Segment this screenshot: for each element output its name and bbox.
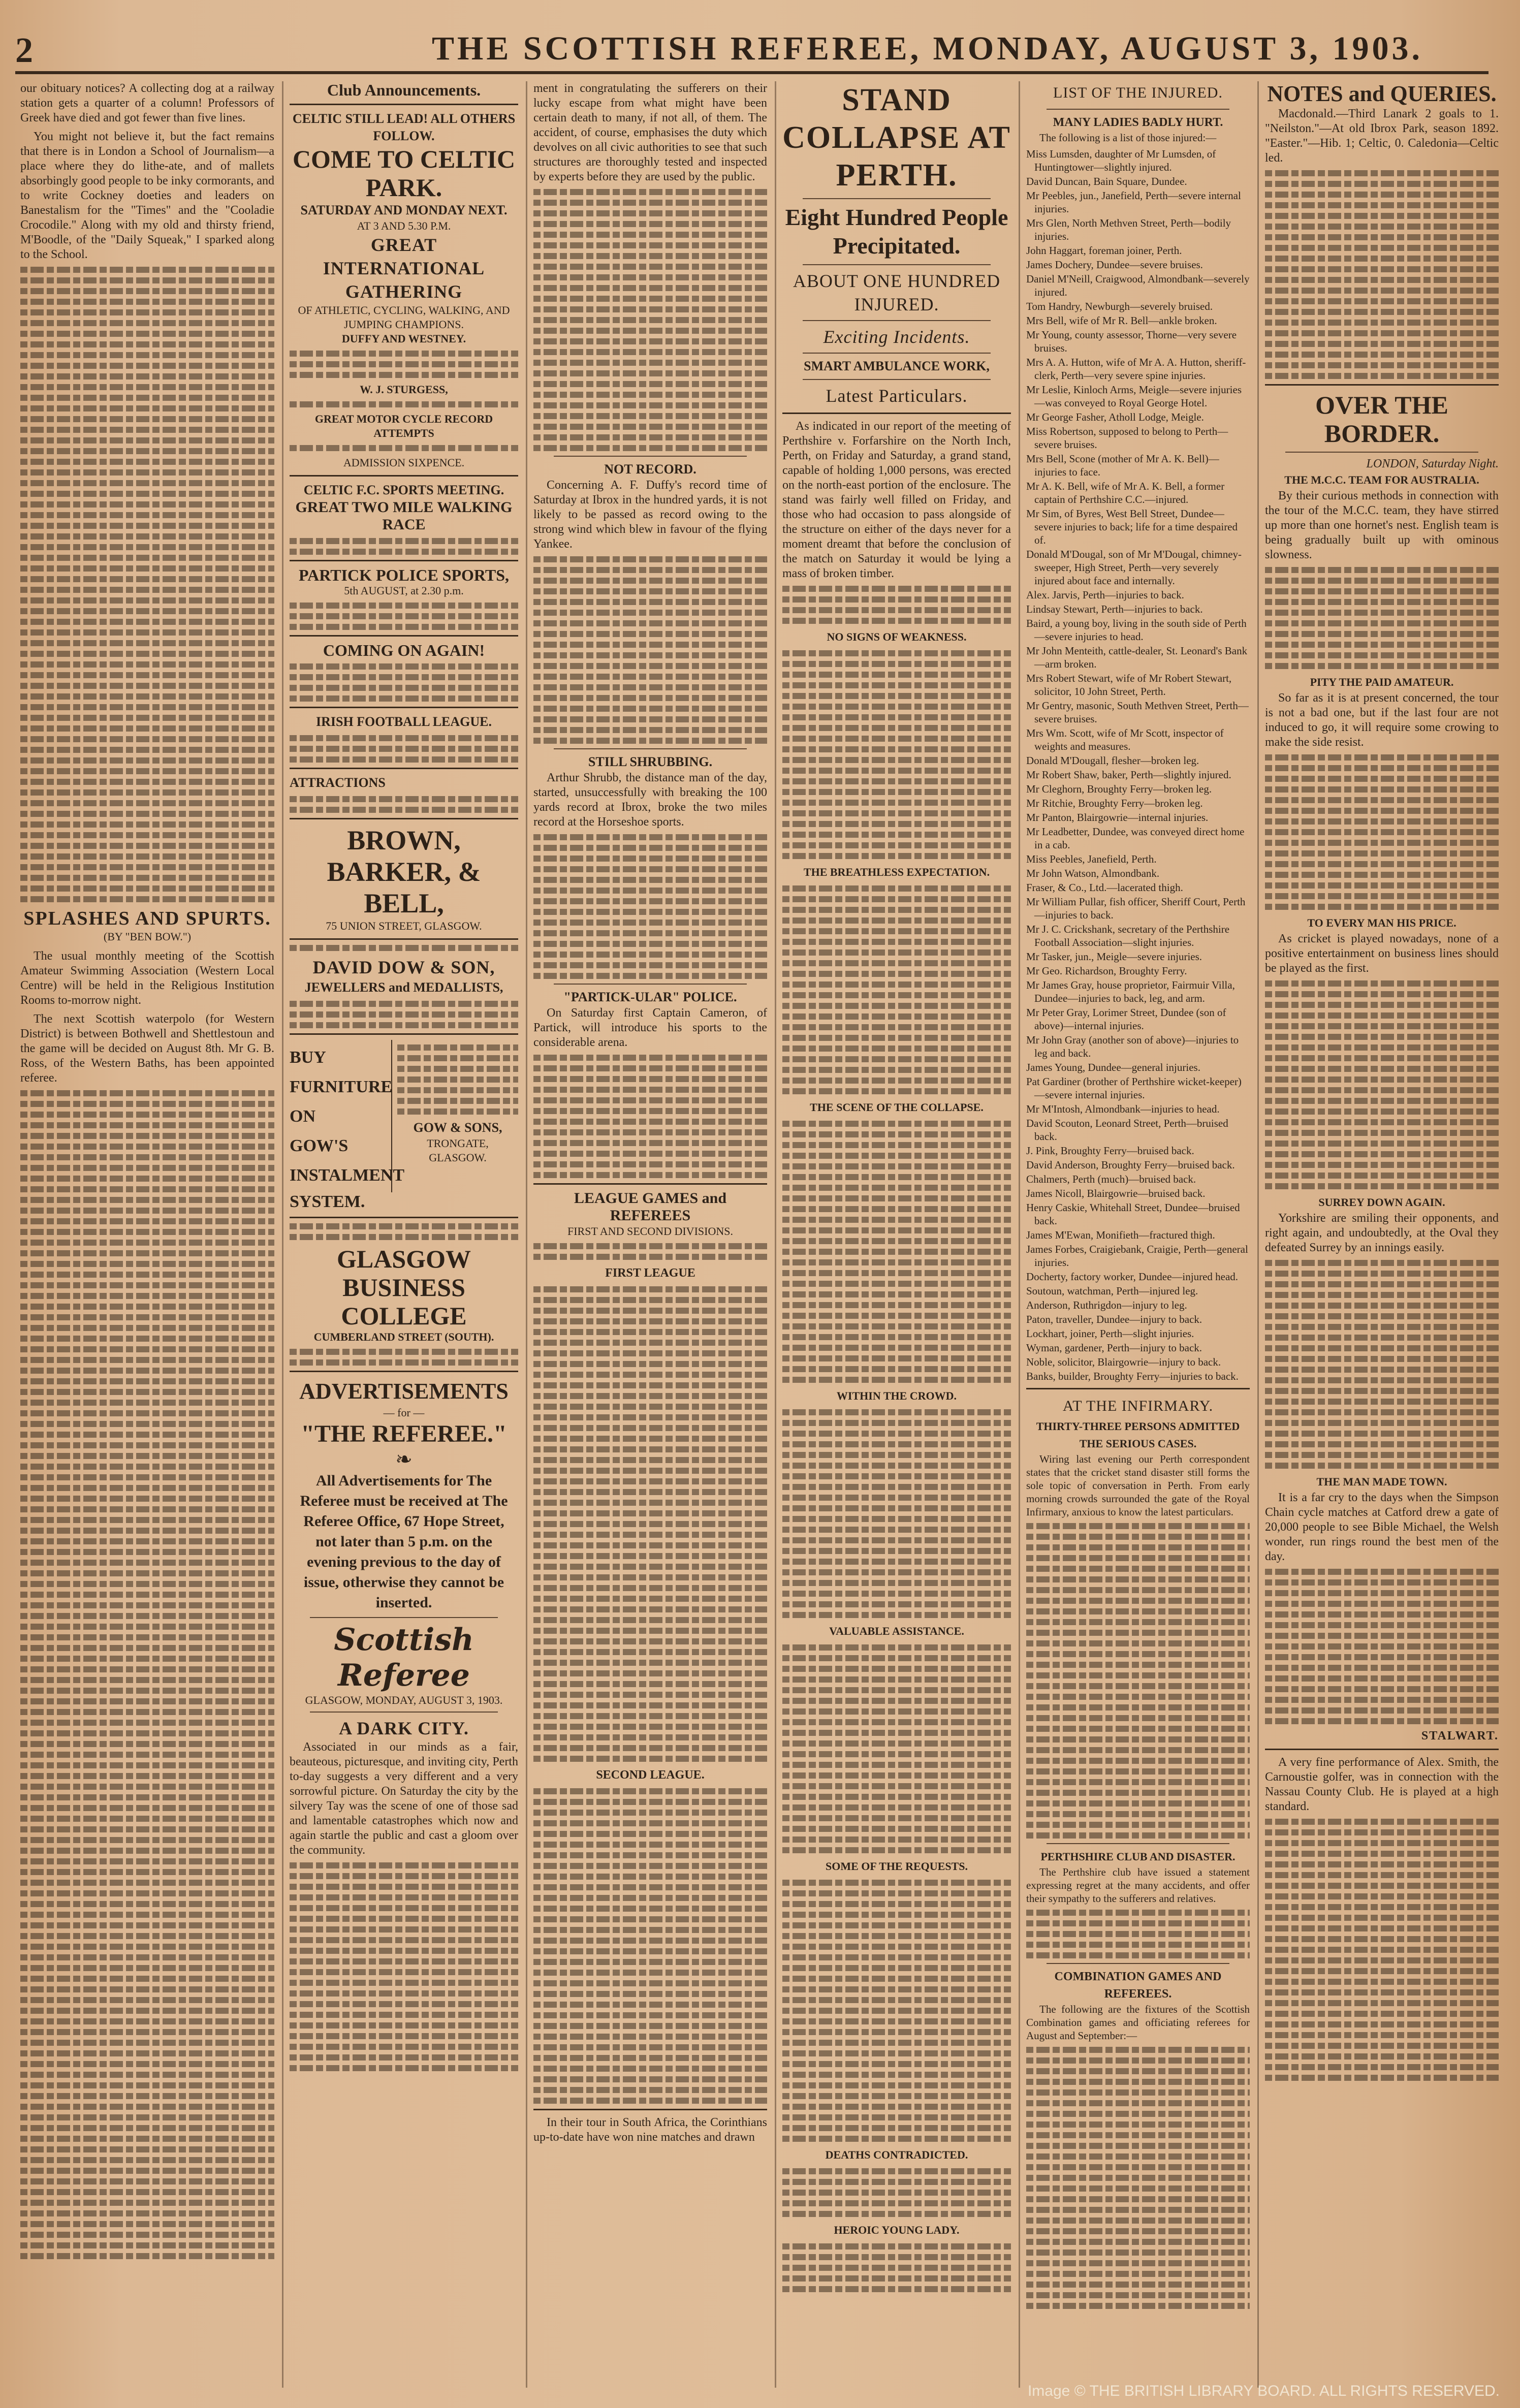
subheading: THE MAN MADE TOWN. [1316, 1475, 1447, 1488]
advertisement-notice: All Advertisements for The Referee must be received at The Referee Office, 67 Hope Street, not later than 5 p.m. on the evening previous to the day of issue, otherwise they cannot be inserted. [300, 1472, 508, 1611]
article-paragraph: Yorkshire are smiling their opponents, and right again, and undoubtedly, at the Oval they defeated Surrey by an innings easily. [1265, 1212, 1499, 1254]
subheading: THE M.C.C. TEAM FOR AUSTRALIA. [1284, 473, 1479, 486]
injured-list-item: Mr Cleghorn, Broughty Ferry—broken leg. [1026, 783, 1212, 795]
ad-sat-mon: SATURDAY AND MONDAY NEXT. [300, 203, 508, 217]
injured-list-item: Mr John Gray (another son of above)—injuries to leg and back. [1026, 1034, 1239, 1059]
subheading: SURREY DOWN AGAIN. [1318, 1196, 1445, 1209]
injured-list-item: Mr Tasker, jun., Meigle—severe injuries. [1026, 950, 1202, 963]
ad-gows-left [290, 1040, 405, 1192]
ad-attractions: ATTRACTIONS [290, 775, 386, 790]
rule [290, 475, 518, 477]
column-4 [782, 81, 1011, 2388]
injured-list-item: Mrs Bell, Scone (mother of Mr A. K. Bell)—injuries to face. [1026, 453, 1219, 478]
injured-list-item: Fraser, & Co., Ltd.—lacerated thigh. [1026, 881, 1183, 894]
injured-intro: The following is a list of those injured:— [1039, 132, 1217, 144]
still-shrubbing-heading: STILL SHRUBBING. [588, 754, 713, 769]
subheading: HEROIC YOUNG LADY. [834, 2224, 960, 2236]
ad-walking-race: GREAT TWO MILE WALKING RACE [295, 499, 513, 533]
rule [290, 104, 518, 105]
ad-admission: ADMISSION SIXPENCE. [343, 456, 465, 469]
ad-instalment: INSTALMENT [290, 1166, 405, 1185]
injured-list-item: David Scouton, Leonard Street, Perth—bruised back. [1026, 1117, 1228, 1143]
league-subheading: FIRST AND SECOND DIVISIONS. [567, 1225, 733, 1238]
ad-irish-league: IRISH FOOTBALL LEAGUE. [315, 714, 492, 729]
page-number: 2 [15, 31, 33, 70]
injured-list-item: Pat Gardiner (brother of Perthshire wicket-keeper)—severe internal injuries. [1026, 1075, 1242, 1101]
injured-list-item: Mrs Robert Stewart, wife of Mr Robert Stewart, solicitor, 10 John Street, Perth. [1026, 672, 1232, 698]
article-paragraph: The following are the fixtures of the Scottish Combination games and officiating referees for August and September:— [1026, 2003, 1250, 2042]
subheading: SOME OF THE REQUESTS. [826, 1860, 968, 1873]
article-paragraph: The Perthshire club have issued a statement expressing regret at the many accidents, and offer their sympathy to the sufferers and relatives. [1026, 1866, 1250, 1905]
rule [290, 635, 518, 637]
column-rule [1019, 81, 1020, 2388]
combination-heading: COMBINATION GAMES AND REFEREES. [1054, 1970, 1222, 2001]
ad-trongate: TRONGATE, GLASGOW. [427, 1137, 489, 1164]
advertisements-for: — for — [383, 1406, 425, 1419]
column-2-advertisements [290, 81, 518, 2388]
article-paragraph: You might not believe it, but the fact remains that there is in London a School of Journalism—a place where they do lithe-ate, and of mallets absorbingly good people to be inky cormorants, and to write Cockney doeties and leaders on Banestalism for the "Times" and the "Cooladie Crocodile." Along with my old and thirsty friend, M'Boodle, of the "Daily Squeak," I sparked along to the School. [20, 130, 274, 261]
ad-athletic: OF ATHLETIC, CYCLING, WALKING, AND JUMPING CHAMPIONS. [298, 304, 510, 331]
ad-gows-box [290, 1040, 518, 1192]
latest-particulars-headline: Latest Particulars. [826, 386, 968, 406]
injured-list-item: Docherty, factory worker, Dundee—injured head. [1026, 1271, 1239, 1283]
byline: (BY "BEN BOW.") [103, 930, 192, 943]
injured-list-item: Mr John Menteith, cattle-dealer, St. Leonard's Bank—arm broken. [1026, 645, 1248, 670]
masthead [15, 20, 1489, 71]
injured-list-item: Miss Lumsden, daughter of Mr Lumsden, of Huntingtower—slightly injured. [1026, 148, 1216, 173]
injured-list-item: Noble, solicitor, Blairgowrie—injury to back. [1026, 1356, 1221, 1368]
text-filler [20, 1090, 274, 2259]
article-paragraph: The usual monthly meeting of the Scottish Amateur Swimming Association (Western Local Centre) will be held in the Religious Institution Rooms to-morrow night. [20, 949, 274, 1007]
newspaper-title: THE SCOTTISH REFEREE, MONDAY, AUGUST 3, 1903. [432, 30, 1423, 67]
ad-system: SYSTEM. [290, 1192, 365, 1211]
injured-list-item: Soutoun, watchman, Perth—injured leg. [1026, 1285, 1198, 1297]
ad-on: ON [290, 1107, 315, 1126]
text-filler [20, 267, 274, 902]
ad-david-dow: DAVID DOW & SON, [312, 957, 495, 977]
serious-cases-heading: THE SERIOUS CASES. [1079, 1437, 1197, 1450]
article-paragraph: By their curious methods in connection with the tour of the M.C.C. team, they have stirred up more than one hornet's nest. English team is being gradually built up with ominous slowness. [1265, 489, 1499, 561]
many-ladies-heading: MANY LADIES BADLY HURT. [1053, 116, 1223, 129]
injured-list-item: Miss Robertson, supposed to belong to Perth—severe bruises. [1026, 425, 1228, 451]
subheading: TO EVERY MAN HIS PRICE. [1307, 916, 1456, 929]
injured-list-item: Mr Peter Gray, Lorimer Street, Dundee (son of above)—internal injuries. [1026, 1006, 1226, 1032]
ad-jewellers: JEWELLERS and MEDALLISTS, [304, 980, 503, 995]
injured-list-item: Miss Peebles, Janefield, Perth. [1026, 853, 1157, 865]
injured-list-item: James Young, Dundee—general injuries. [1026, 1061, 1200, 1073]
article-paragraph: It is a far cry to the days when the Simpson Chain cycle matches at Catford drew a gate of 20,000 people to see Bible Michael, the Welsh wonder, run rings round the best men of the day. [1265, 1491, 1499, 1563]
injured-list [1026, 147, 1250, 1383]
infirmary-heading: AT THE INFIRMARY. [1062, 1398, 1214, 1414]
injured-list-item: James Forbes, Craigiebank, Craigie, Perth—general injuries. [1026, 1243, 1248, 1269]
exciting-incidents-headline: Exciting Incidents. [823, 327, 970, 347]
injured-list-item: James Nicoll, Blairgowrie—bruised back. [1026, 1187, 1206, 1199]
injured-list-item: Mr Robert Shaw, baker, Perth—slightly injured. [1026, 769, 1231, 781]
subheading: DEATHS CONTRADICTED. [825, 2148, 968, 2161]
advertisements-heading: ADVERTISEMENTS [299, 1379, 509, 1404]
rule [290, 1217, 518, 1218]
perthshire-club-heading: PERTHSHIRE CLUB AND DISASTER. [1040, 1850, 1236, 1863]
injured-list-item: Wyman, gardener, Perth—injury to back. [1026, 1342, 1202, 1354]
injured-list-item: David Duncan, Bain Square, Dundee. [1026, 175, 1187, 187]
article-paragraph: In their tour in South Africa, the Corinthians up-to-date have won nine matches and drawn [533, 2116, 767, 2144]
injured-list-item: Mr Young, county assessor, Thorne—very severe bruises. [1026, 329, 1237, 354]
injured-list-item: Mr Peebles, jun., Janefield, Perth—severe internal injuries. [1026, 189, 1241, 215]
article-paragraph: Associated in our minds as a fair, beauteous, picturesque, and inviting city, Perth to-day suggests a very different and a very sorrowful picture. On Saturday the city by the silvery Tay was the scene of one of those sad and lamentable catastrophes which now and again startle the public and cast a gloom over the community. [290, 1740, 518, 1857]
ad-sports-meeting: CELTIC F.C. SPORTS MEETING. [303, 483, 504, 497]
injured-list-item: Paton, traveller, Dundee—injury to back. [1026, 1313, 1202, 1325]
column-1 [20, 81, 274, 2388]
column-rule [775, 81, 776, 2388]
injured-list-item: John Haggart, foreman joiner, Perth. [1026, 244, 1182, 257]
article-paragraph: As indicated in our report of the meeting of Perthshire v. Forfarshire on the North Inch, Perth, on Friday and Saturday, a grand stand, capable of holding 1,000 persons, was erected on the north-east portion of the enclosure. The stand was fairly well filled on Friday, and those who had occasion to pass alongside of the structure on either of the days never for a moment dreamt that before the conclusion of the match on Saturday it would be lying a mass of broken timber. [782, 420, 1011, 580]
second-league-heading: SECOND LEAGUE. [596, 1768, 705, 1782]
rule [290, 938, 518, 940]
ad-furniture: FURNITURE [290, 1078, 393, 1096]
league-games-heading: LEAGUE GAMES and REFEREES [574, 1190, 727, 1224]
smart-ambulance-headline: SMART AMBULANCE WORK, [804, 359, 990, 373]
subheading: THE BREATHLESS EXPECTATION. [803, 866, 990, 878]
section-heading: SPLASHES AND SPURTS. [23, 908, 271, 929]
injured-list-item: James Dochery, Dundee—severe bruises. [1026, 259, 1203, 271]
masthead-rule [15, 71, 1489, 74]
ad-coming-on-again: COMING ON AGAIN! [323, 641, 485, 659]
ad-come-to-celtic-park: COME TO CELTIC PARK. [292, 145, 516, 202]
ad-sturgess: W. J. STURGESS, [360, 383, 448, 396]
injured-list-item: Alex. Jarvis, Perth—injuries to back. [1026, 589, 1184, 601]
ad-partick-police: PARTICK POLICE SPORTS, [298, 566, 510, 584]
column-3 [533, 81, 767, 2388]
subheading: PITY THE PAID AMATEUR. [1310, 676, 1454, 688]
injured-list-item: Lockhart, joiner, Perth—slight injuries. [1026, 1327, 1194, 1340]
first-league-heading: FIRST LEAGUE [605, 1266, 695, 1280]
london-dateline: LONDON, Saturday Night. [1366, 457, 1499, 470]
ad-brown-barker-bell: BROWN, BARKER, & BELL, [327, 825, 481, 918]
article-paragraph: On Saturday first Captain Cameron, of Partick, will introduce his sports to the considerable arena. [533, 1006, 767, 1049]
article-paragraph: our obituary notices? A collecting dog at a railway station gets a quarter of a column! Professors of Greek have died and got fewer than five lines. [20, 82, 274, 124]
injured-list-item: David Anderson, Broughty Ferry—bruised back. [1026, 1159, 1235, 1171]
injured-list-item: Mr Leslie, Kinloch Arms, Meigle—severe injuries—was conveyed to Royal George Hotel. [1026, 384, 1242, 409]
rule [290, 1033, 518, 1035]
ad-brown-address: 75 UNION STREET, GLASGOW. [326, 920, 482, 932]
injured-list-item: Anderson, Ruthrigdon—injury to leg. [1026, 1299, 1187, 1311]
injured-list-item: James M'Ewan, Monifieth—fractured thigh. [1026, 1229, 1215, 1241]
ad-partick-date: 5th AUGUST, at 2.30 p.m. [344, 584, 464, 597]
stalwart-signature: STALWART. [1421, 1729, 1499, 1742]
dateline: GLASGOW, MONDAY, AUGUST 3, 1903. [305, 1694, 503, 1706]
ad-celtic-lead: CELTIC STILL LEAD! ALL OTHERS FOLLOW. [292, 111, 516, 143]
injured-list-item: Mrs A. A. Hutton, wife of Mr A. A. Hutton, sheriff-clerk, Perth—very severe spine injuries. [1026, 356, 1246, 382]
article-paragraph: Arthur Shrubb, the distance man of the day, started, unsuccessfully with breaking the 100 yards record at Ibrox, broke the two miles record at the Horseshoe sports. [533, 771, 767, 829]
injured-list-item: Mr J. C. Crickshank, secretary of the Perthshire Football Association—slight injuries. [1026, 923, 1230, 948]
ad-cumberland: CUMBERLAND STREET (SOUTH). [313, 1330, 494, 1343]
injured-list-item: Banks, builder, Broughty Ferry—injuries to back. [1026, 1370, 1239, 1382]
article-paragraph: Wiring last evening our Perth correspondent states that the cricket stand disaster still forms the sole topic of conversation in Perth. From early morning crowds surrounded the gate of the Royal Infirmary, anxious to know the latest particulars. [1026, 1453, 1250, 1518]
injured-list-item: Mr Geo. Richardson, Broughty Ferry. [1026, 965, 1187, 977]
injured-list-item: Donald M'Dougall, flesher—broken leg. [1026, 754, 1199, 767]
column-rule [282, 81, 283, 2388]
subheading: WITHIN THE CROWD. [836, 1389, 957, 1402]
injured-list-item: Mr Sim, of Byres, West Bell Street, Dundee—severe injuries to back; life for a time despaired of. [1026, 508, 1238, 546]
subheading: NO SIGNS OF WEAKNESS. [827, 630, 967, 643]
injured-list-item: Mr M'Intosh, Almondbank—injuries to head. [1026, 1103, 1220, 1115]
injured-list-item: J. Pink, Broughty Ferry—bruised back. [1026, 1145, 1194, 1157]
injured-list-item: Mr George Fasher, Atholl Lodge, Meigle. [1026, 411, 1204, 423]
scottish-referee-script-title: Scottish Referee [334, 1622, 474, 1693]
subheading: THE SCENE OF THE COLLAPSE. [810, 1101, 984, 1114]
rule [290, 818, 518, 819]
thirty-three-heading: THIRTY-THREE PERSONS ADMITTED [1036, 1420, 1240, 1433]
article-paragraph: Concerning A. F. Duffy's record time of Saturday at Ibrox in the hundred yards, it is not likely to be passed as record owing to the strong wind which blew in favour of the flying Yankee. [533, 479, 767, 551]
injured-list-item: Mr Panton, Blairgowrie—internal injuries. [1026, 811, 1209, 823]
eight-hundred-headline: Eight Hundred People Precipitated. [785, 204, 1008, 259]
rule [310, 1712, 498, 1713]
injured-list-item: Mrs Glen, North Methven Street, Perth—bodily injuries. [1026, 217, 1231, 242]
injured-list-item: Mr Leadbetter, Dundee, was conveyed direct home in a cab. [1026, 826, 1245, 851]
injured-list-item: Mr William Pullar, fish officer, Sheriff Court, Perth—injuries to back. [1026, 896, 1246, 921]
injured-list-item: Donald M'Dougal, son of Mr M'Dougal, chimney-sweeper, High Street, Perth—very severely injured about face and internally. [1026, 548, 1242, 587]
injured-list-item: Mr James Gray, house proprietor, Fairmuir Villa, Dundee—injuries to back, leg, and arm. [1026, 979, 1235, 1004]
copyright-watermark: Image © THE BRITISH LIBRARY BOARD. ALL RIGHTS RESERVED. [1027, 2383, 1500, 2399]
injured-list-item: Lindsay Stewart, Perth—injuries to back. [1026, 603, 1203, 615]
article-paragraph: So far as it is at present concerned, the tour is not a bad one, but if the last four are not induced to go, it will require some crowing to make the side resist. [1265, 691, 1499, 749]
not-record-heading: NOT RECORD. [604, 462, 696, 477]
injured-list-item: Mrs Bell, wife of Mr R. Bell—ankle broken. [1026, 314, 1217, 327]
particular-police-heading: "PARTICK-ULAR" POLICE. [563, 990, 737, 1004]
ad-gows: GOW'S [290, 1136, 349, 1155]
article-paragraph: A very fine performance of Alex. Smith, the Carnoustie golfer, was in connection with the Nassau County Club. He is played at a high standard. [1265, 1756, 1499, 1813]
injured-list-item: Daniel M'Neill, Craigwood, Almondbank—severely injured. [1026, 273, 1250, 298]
club-announcements-heading: Club Announcements. [327, 81, 481, 99]
notes-queries-heading: NOTES and QUERIES. [1267, 81, 1497, 106]
article-paragraph: As cricket is played nowadays, none of a positive entertainment on business lines should be played as the first. [1265, 932, 1499, 975]
injured-list-item: Mrs Wm. Scott, wife of Mr Scott, inspector of weights and measures. [1026, 727, 1224, 752]
ad-motor: GREAT MOTOR CYCLE RECORD ATTEMPTS [314, 413, 493, 439]
subheading: VALUABLE ASSISTANCE. [829, 1625, 964, 1637]
ad-buy: BUY [290, 1048, 326, 1067]
column-rule [526, 81, 527, 2388]
article-paragraph: ment in congratulating the sufferers on their lucky escape from what might have been certain death to many, if not all, of them. The accident, of course, emphasises the duty which devolves on all civic authorities to see that such structures are thoroughly tested and inspected by experts before they are used by the public. [533, 82, 767, 183]
ad-gows-right [391, 1040, 518, 1192]
ad-glasgow-business-college: GLASGOW BUSINESS COLLEGE [337, 1245, 471, 1330]
injured-list-item: Mr Ritchie, Broughty Ferry—broken leg. [1026, 797, 1203, 809]
injured-list-item: Henry Caskie, Whitehall Street, Dundee—bruised back. [1026, 1201, 1240, 1227]
ad-great-international: GREAT INTERNATIONAL GATHERING [323, 235, 485, 302]
a-dark-city-heading: A DARK CITY. [339, 1718, 469, 1738]
column-6 [1265, 81, 1499, 2388]
column-rule [1257, 81, 1259, 2388]
rule [290, 1371, 518, 1372]
ad-time: AT 3 AND 5.30 P.M. [357, 219, 451, 232]
rule [290, 768, 518, 769]
ad-names: DUFFY AND WESTNEY. [341, 332, 466, 345]
over-the-border-heading: OVER THE BORDER. [1315, 391, 1448, 448]
column-5 [1026, 81, 1250, 2388]
article-paragraph: The next Scottish waterpolo (for Western District) is between Bothwell and Shettlestoun and the game will be decided on August 8th. Mr G. B. Ross, of the Western Baths, has been appointed referee. [20, 1012, 274, 1085]
stand-collapse-headline: STAND COLLAPSE AT PERTH. [782, 83, 1011, 193]
rule [290, 560, 518, 561]
injured-list-item: Mr Gentry, masonic, South Methven Street, Perth—severe bruises. [1026, 700, 1249, 725]
injured-list-item: Mr A. K. Bell, wife of Mr A. K. Bell, a former captain of Perthshire C.C.—injured. [1026, 480, 1225, 505]
list-injured-heading: LIST OF THE INJURED. [1053, 84, 1223, 101]
rule [290, 707, 518, 708]
ornament: ❧ [395, 1448, 413, 1471]
article-paragraph: Macdonald.—Third Lanark 2 goals to 1. "Neilston."—At old Ibrox Park, season 1892. "Easter."—Hib. 1; Celtic, 0. Caledonia—Celtic led. [1265, 107, 1499, 165]
rule [310, 1617, 498, 1618]
injured-list-item: Mr John Watson, Almondbank. [1026, 867, 1160, 879]
injured-list-item: Chalmers, Perth (much)—bruised back. [1026, 1173, 1196, 1185]
injured-list-item: Tom Handry, Newburgh—severely bruised. [1026, 300, 1213, 312]
advertisements-the-referee: "THE REFEREE." [301, 1420, 507, 1447]
about-injured-headline: ABOUT ONE HUNDRED INJURED. [793, 271, 1001, 314]
injured-list-item: Baird, a young boy, living in the south side of Perth—severe injuries to head. [1026, 617, 1247, 643]
ad-gow-sons: GOW & SONS, [413, 1120, 502, 1135]
